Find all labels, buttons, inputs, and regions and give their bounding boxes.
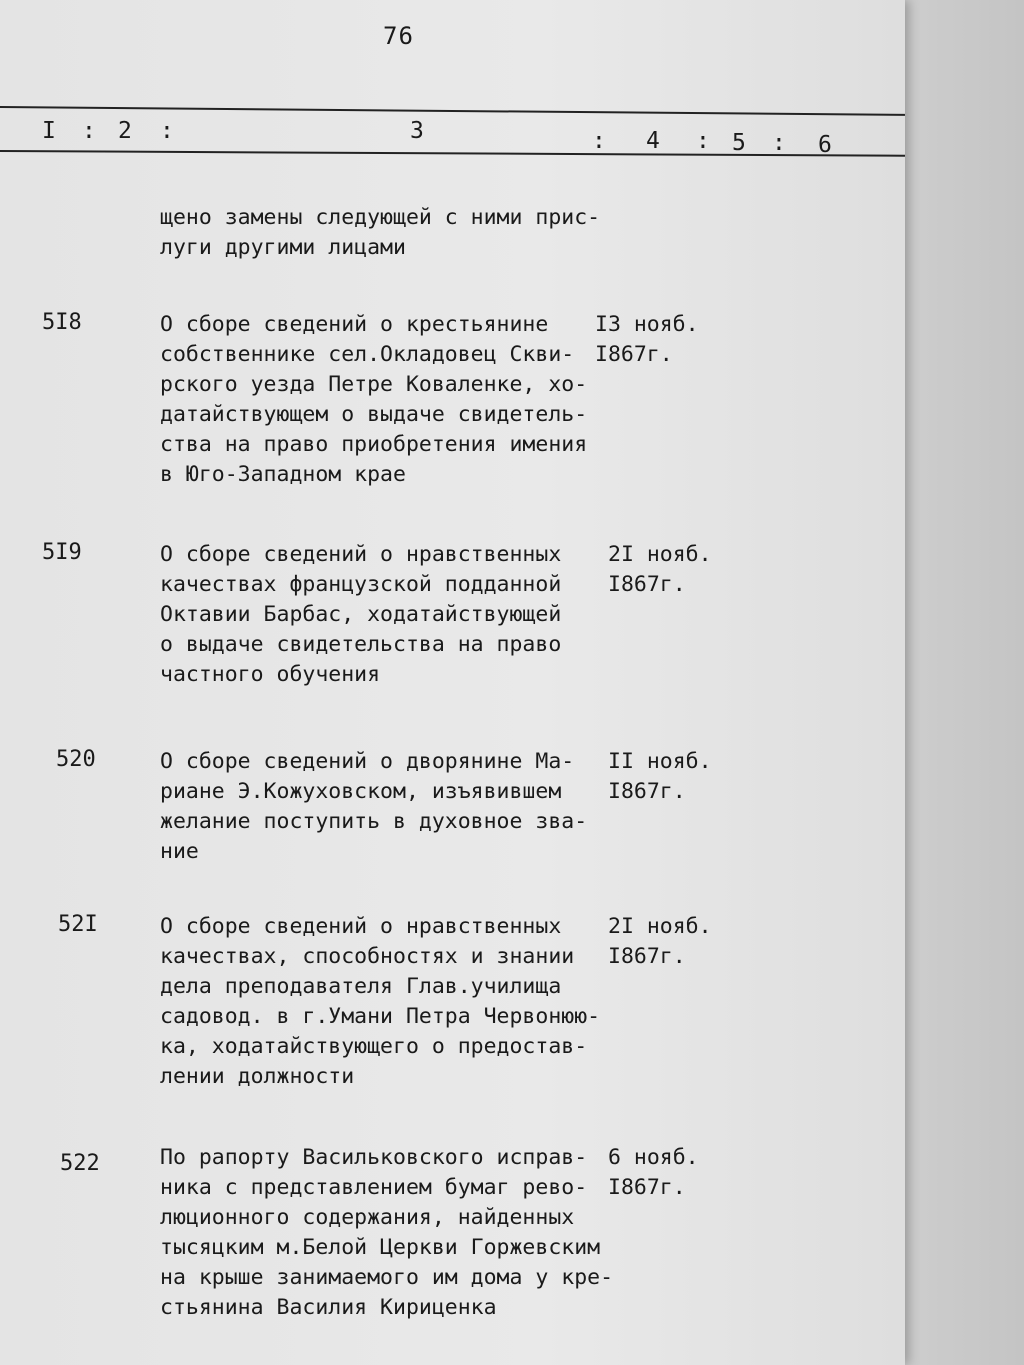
column-header-4: 4 (646, 128, 660, 154)
column-header-2: 2 (118, 118, 132, 144)
entry-date-year: I867г. (608, 944, 686, 969)
column-separator: : (592, 128, 606, 154)
entry-date (595, 310, 735, 370)
entry-date (608, 912, 748, 972)
entry-date (608, 1143, 748, 1203)
entry-line: ка, ходатайствующего о предостав- (160, 1034, 588, 1059)
entry-number: 5I8 (42, 310, 82, 335)
entry-description (160, 310, 620, 490)
entry-date-day: 6 нояб. (608, 1145, 699, 1170)
entry-description (160, 912, 620, 1092)
column-separator: : (160, 118, 174, 144)
column-separator: : (696, 128, 710, 154)
entry-line: луги другими лицами (160, 235, 406, 260)
column-header-1: I (42, 118, 56, 144)
column-header-5: 5 (732, 130, 746, 156)
entry-line: на крыше занимаемого им дома у кре- (160, 1265, 614, 1290)
entry-line: качествах, способностях и знании (160, 944, 575, 969)
entry-date-day: I3 нояб. (595, 312, 699, 337)
entry-line: люционного содержания, найденных (160, 1205, 575, 1230)
entry-date-day: 2I нояб. (608, 542, 712, 567)
entry-description (160, 747, 620, 867)
entry-line: ника с представлением бумаг рево- (160, 1175, 588, 1200)
entry-line: частного обучения (160, 662, 381, 687)
entry-line: щено замены следующей с ними прис- (160, 205, 601, 230)
entry-line: О сборе сведений о нравственных (160, 914, 562, 939)
entry-line: дела преподавателя Глав.училища (160, 974, 562, 999)
entry-date-year: I867г. (608, 1175, 686, 1200)
column-header-3: 3 (410, 118, 424, 144)
entry-line: О сборе сведений о нравственных (160, 542, 562, 567)
entry-line: О сборе сведений о крестьянине (160, 312, 549, 337)
header-rule-bottom (0, 150, 905, 157)
entry-date-year: I867г. (608, 572, 686, 597)
entry-line: риане Э.Кожуховском, изъявившем (160, 779, 562, 804)
entry-line: тысяцким м.Белой Церкви Горжевским (160, 1235, 601, 1260)
entry-number: 520 (56, 747, 96, 772)
entry-description (160, 1143, 620, 1323)
entry-line: Октавии Барбас, ходатайствующей (160, 602, 562, 627)
entry-line: датайствующем о выдаче свидетель- (160, 402, 588, 427)
entry-line: в Юго-Западном крае (160, 462, 406, 487)
entry-line: садовод. в г.Умани Петра Червонюю- (160, 1004, 601, 1029)
entry-line: рского уезда Петре Коваленке, хо- (160, 372, 588, 397)
entry-line: о выдаче свидетельства на право (160, 632, 562, 657)
column-separator: : (772, 130, 786, 156)
entry-line: собственнике сел.Окладовец Скви- (160, 342, 575, 367)
page-number: 76 (383, 22, 414, 50)
entry-date-day: II нояб. (608, 749, 712, 774)
entry-number: 522 (60, 1151, 100, 1176)
entry-description (160, 540, 620, 690)
entry-date (608, 747, 748, 807)
entry-line: ние (160, 839, 199, 864)
entry-line: качествах французской подданной (160, 572, 562, 597)
entry-line: По рапорту Васильковского исправ- (160, 1145, 588, 1170)
entry-number: 5I9 (42, 540, 82, 565)
entry-line: лении должности (160, 1064, 355, 1089)
entry-description (160, 203, 620, 263)
entry-line: стьянина Василия Кириценка (160, 1295, 497, 1320)
entry-date-year: I867г. (595, 342, 673, 367)
entry-line: желание поступить в духовное зва- (160, 809, 588, 834)
header-rule-top (0, 106, 905, 116)
entry-date-year: I867г. (608, 779, 686, 804)
entry-line: ства на право приобретения имения (160, 432, 588, 457)
entry-date-day: 2I нояб. (608, 914, 712, 939)
entry-date (608, 540, 748, 600)
column-separator: : (82, 118, 96, 144)
entry-number: 52I (58, 912, 98, 937)
entry-line: О сборе сведений о дворянине Ма- (160, 749, 575, 774)
column-header-6: 6 (818, 132, 832, 158)
